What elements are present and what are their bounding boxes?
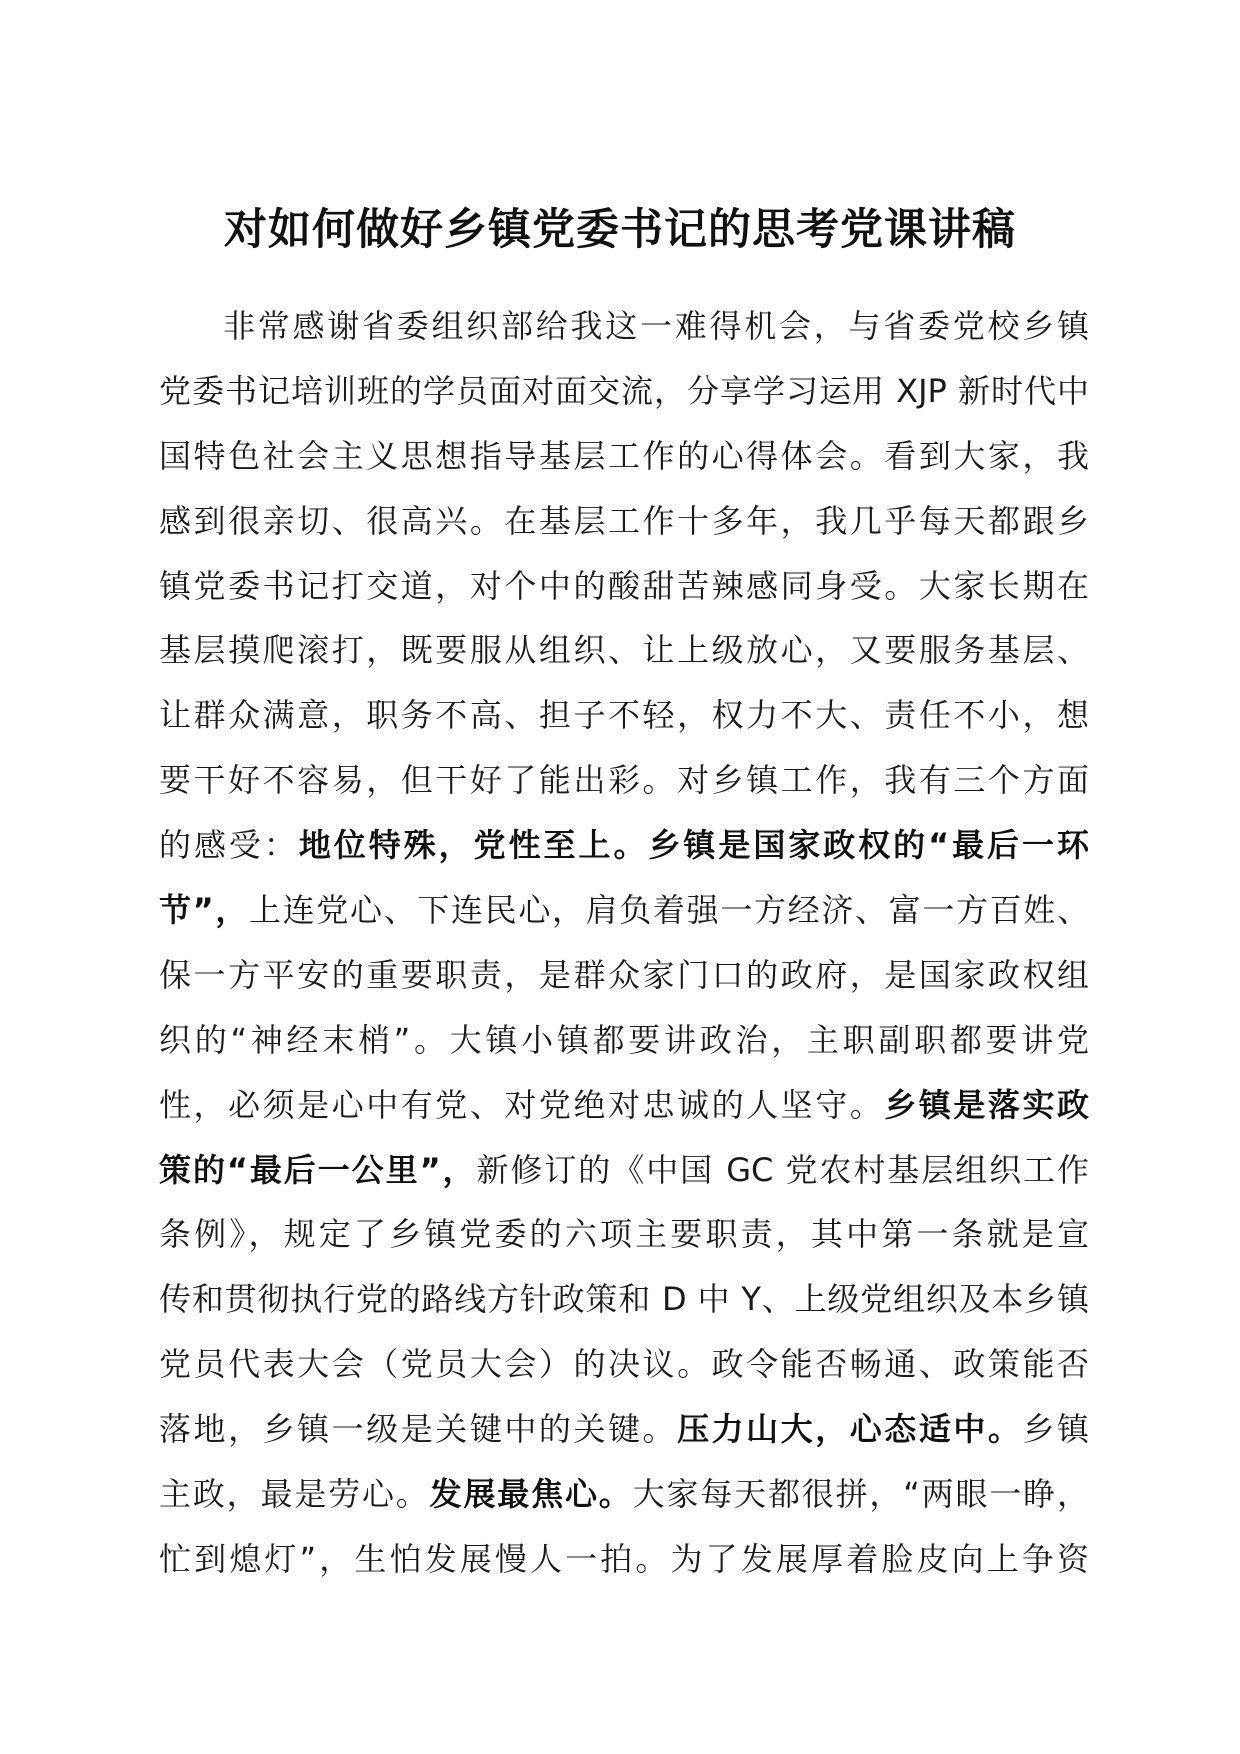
paragraph-line xyxy=(159,1138,1089,1203)
body-text: 让群众满意，职务不高、担子不轻，权力不大、责任不小，想 xyxy=(159,696,1089,735)
body-text: 要干好不容易，但干好了能出彩。对乡镇工作，我有三个方面 xyxy=(159,761,1089,800)
body-text: 非常感谢省委组织部给我这一难得机会，与省委党校乡镇 xyxy=(223,307,1089,345)
body-text: 忙到熄灯”，生怕发展慢人一拍。为了发展厚着脸皮向上争资 xyxy=(159,1539,1089,1578)
body-text: 镇党委书记打交道，对个中的酸甜苦辣感同身受。大家长期在 xyxy=(159,566,1089,605)
paragraph-line xyxy=(159,424,1089,489)
body-text: 大家每天都很拼，“两眼一睁， xyxy=(632,1475,1089,1514)
paragraph-line xyxy=(159,1397,1089,1462)
paragraph-line xyxy=(159,683,1089,748)
paragraph-line xyxy=(159,943,1089,1008)
paragraph-line xyxy=(159,554,1089,619)
paragraph-line xyxy=(159,1462,1089,1527)
body-text: 保一方平安的重要职责，是群众家门口的政府，是国家政权组 xyxy=(159,955,1089,994)
body-text: 国特色社会主义思想指导基层工作的心得体会。看到大家，我 xyxy=(159,436,1089,475)
document-title: 对如何做好乡镇党委书记的思考党课讲稿 xyxy=(224,205,1016,255)
emphasis-text: 节”， xyxy=(159,891,250,930)
emphasis-text: 乡镇是落实政 xyxy=(884,1085,1089,1124)
body-text: 传和贯彻执行党的路线方针政策和 D 中 Y、上级党组织及本乡镇 xyxy=(159,1280,1089,1319)
paragraph-line xyxy=(159,813,1089,878)
body-text: 基层摸爬滚打，既要服从组织、让上级放心，又要服务基层、 xyxy=(159,631,1089,670)
body-text: 织的“神经末梢”。大镇小镇都要讲政治，主职副职都要讲党 xyxy=(159,1020,1089,1059)
body-text: 上连党心、下连民心，肩负着强一方经济、富一方百姓、 xyxy=(249,891,1089,930)
document-body xyxy=(159,294,1089,1592)
paragraph-line xyxy=(159,1267,1089,1332)
body-text: 党委书记培训班的学员面对面交流，分享学习运用 XJP 新时代中 xyxy=(159,371,1089,410)
paragraph-line xyxy=(159,618,1089,683)
paragraph-line xyxy=(159,294,1089,359)
paragraph-line xyxy=(159,878,1089,943)
paragraph-line xyxy=(159,1008,1089,1073)
body-text: 乡镇 xyxy=(1022,1410,1089,1449)
emphasis-text: 地位特殊，党性至上。乡镇是国家政权的“最后一环 xyxy=(298,826,1089,865)
body-text: 落地，乡镇一级是关键中的关键。 xyxy=(159,1410,678,1449)
body-text: 感到很亲切、很高兴。在基层工作十多年，我几乎每天都跟乡 xyxy=(159,501,1089,540)
body-text: 条例》，规定了乡镇党委的六项主要职责，其中第一条就是宣 xyxy=(159,1215,1089,1254)
paragraph-line xyxy=(159,1202,1089,1267)
body-text: 党员代表大会（党员大会）的决议。政令能否畅通、政策能否 xyxy=(159,1345,1089,1384)
emphasis-text: 发展最焦心。 xyxy=(429,1475,633,1514)
paragraph-line xyxy=(159,1332,1089,1397)
paragraph-line xyxy=(159,359,1089,424)
paragraph-line xyxy=(159,1073,1089,1138)
paragraph-line xyxy=(159,489,1089,554)
body-text: 的感受： xyxy=(159,826,299,865)
body-text: 新修订的《中国 GC 党农村基层组织工作 xyxy=(476,1150,1089,1189)
body-text: 主政，最是劳心。 xyxy=(159,1475,430,1514)
paragraph-line xyxy=(159,1527,1089,1592)
body-text: 性，必须是心中有党、对党绝对忠诚的人坚守。 xyxy=(159,1085,885,1124)
paragraph-line xyxy=(159,748,1089,813)
emphasis-text: 策的“最后一公里”， xyxy=(159,1150,477,1189)
emphasis-text: 压力山大，心态适中。 xyxy=(677,1410,1023,1449)
